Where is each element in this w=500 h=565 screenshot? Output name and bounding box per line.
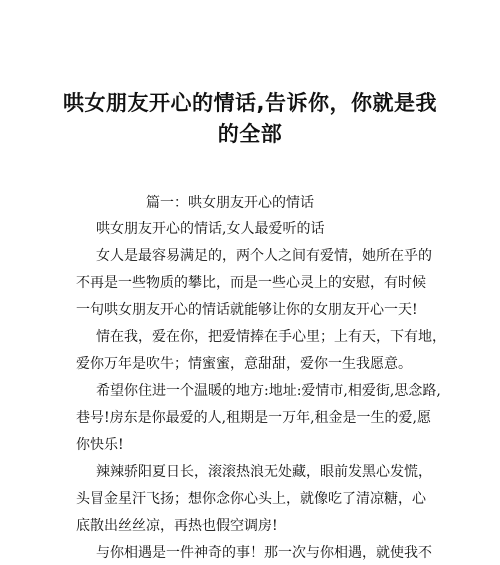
title-line-1: 哄女朋友开心的情话,告诉你，你就是我	[63, 91, 437, 115]
document-body	[76, 190, 446, 565]
text-line: 爱你万年是吹牛；情蜜蜜，意甜甜，爱你一生我愿意。	[76, 356, 412, 372]
text-line: 底散出丝丝凉，再热也假空调房!	[76, 518, 278, 534]
title-line-2: 的全部	[217, 122, 283, 146]
text-line: 哄女朋友开心的情话,女人最爱听的话	[96, 221, 325, 237]
text-line: 巷号!房东是你最爱的人,租期是一万年,租金是一生的爱,愿	[76, 410, 431, 426]
document-title	[40, 88, 460, 150]
text-line: 与你相遇是一件神奇的事！那一次与你相遇，就使我不	[96, 545, 432, 561]
text-line: 你快乐!	[76, 437, 124, 453]
text-line: 情在我，爱在你，把爱情捧在手心里；上有天，下有地，	[96, 329, 446, 345]
text-line: 头冒金星汗飞扬；想你念你心头上，就像吃了清凉糖，心	[76, 491, 426, 507]
text-line: 不再是一些物质的攀比，而是一些心灵上的安慰，有时候	[76, 275, 426, 291]
text-line: 希望你住进一个温暖的地方:地址:爱情市,相爱街,思念路,	[96, 383, 441, 399]
section-heading: 篇一：哄女朋友开心的情话	[146, 195, 314, 211]
text-line: 辣辣骄阳夏日长，滚滚热浪无处藏，眼前发黑心发慌，	[96, 464, 432, 480]
text-line: 一句哄女朋友开心的情话就能够让你的女朋友开心一天!	[76, 302, 418, 318]
text-line: 女人是最容易满足的，两个人之间有爱情，她所在乎的	[96, 248, 432, 264]
